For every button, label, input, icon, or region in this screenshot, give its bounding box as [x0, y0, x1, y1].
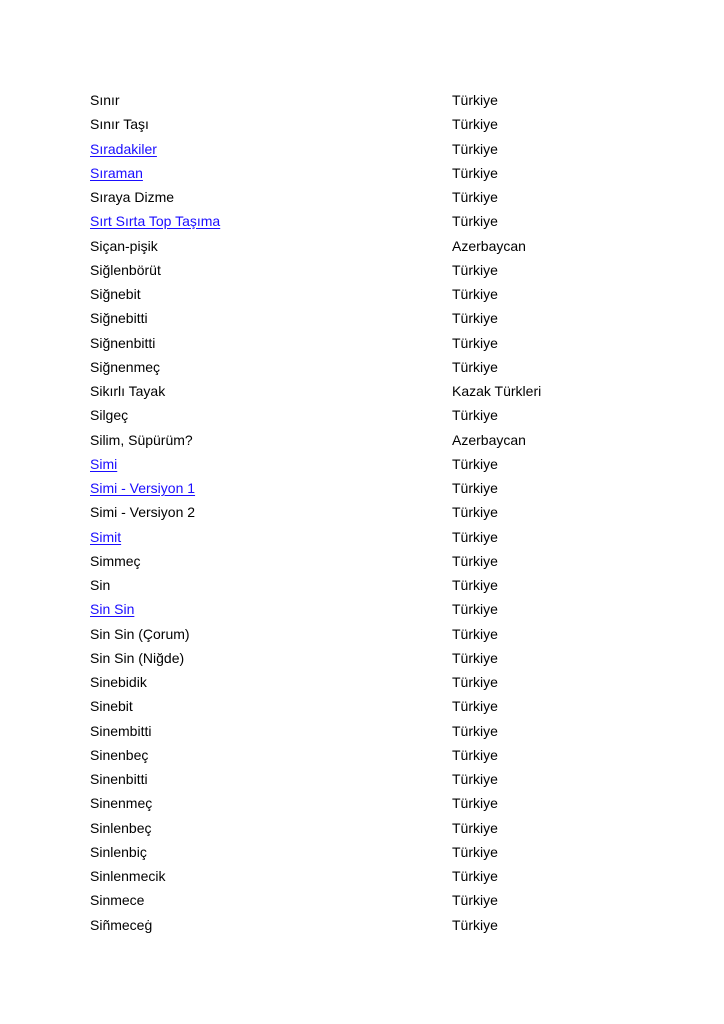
- game-name-link[interactable]: Simi: [90, 455, 118, 472]
- game-name: Sinebit: [90, 698, 133, 715]
- list-row: [90, 791, 650, 815]
- country-name: Türkiye: [452, 722, 498, 739]
- country-name: Türkiye: [452, 698, 498, 715]
- list-row: [90, 743, 650, 767]
- list-row: [90, 670, 650, 694]
- country-name: Türkiye: [452, 92, 498, 109]
- list-row: [90, 137, 650, 161]
- list-row: [90, 913, 650, 937]
- list-row: [90, 258, 650, 282]
- country-name: Türkiye: [452, 577, 498, 594]
- game-name: Simi - Versiyon 2: [90, 504, 196, 521]
- country-name: Türkiye: [452, 528, 498, 545]
- list-row: [90, 864, 650, 888]
- country-name: Azerbaycan: [452, 237, 526, 254]
- country-name: Türkiye: [452, 552, 498, 569]
- game-name-link[interactable]: Sırt Sırta Top Taşıma: [90, 213, 221, 230]
- list-row: [90, 573, 650, 597]
- country-name: Türkiye: [452, 819, 498, 836]
- list-row: [90, 597, 650, 621]
- country-name: Türkiye: [452, 310, 498, 327]
- game-name: Siğnebit: [90, 286, 141, 303]
- game-name: Siñmeceġ: [90, 916, 153, 933]
- list-row: [90, 888, 650, 912]
- country-name: Türkiye: [452, 407, 498, 424]
- game-name: Sinlenbiç: [90, 843, 147, 860]
- country-name: Türkiye: [452, 504, 498, 521]
- game-name: Siğlenbörüt: [90, 261, 161, 278]
- game-name: Sinlenmecik: [90, 868, 166, 885]
- game-name: Siğnebitti: [90, 310, 148, 327]
- game-name-link[interactable]: Sin Sin: [90, 601, 135, 618]
- country-name: Türkiye: [452, 189, 498, 206]
- list-row: [90, 646, 650, 670]
- list-row: [90, 622, 650, 646]
- list-row: [90, 500, 650, 524]
- list-row: [90, 428, 650, 452]
- game-name-link[interactable]: Sıraman: [90, 164, 143, 181]
- country-name: Türkiye: [452, 674, 498, 691]
- list-row: [90, 355, 650, 379]
- list-row: [90, 331, 650, 355]
- list-row: [90, 379, 650, 403]
- game-name: Sinmece: [90, 892, 145, 909]
- game-name-link[interactable]: Simit: [90, 528, 122, 545]
- game-name: Sınır Taşı: [90, 116, 149, 133]
- game-name: Sıraya Dizme: [90, 189, 175, 206]
- list-row: [90, 719, 650, 743]
- country-name: Azerbaycan: [452, 431, 526, 448]
- country-name: Türkiye: [452, 746, 498, 763]
- game-name: Sin Sin (Niğde): [90, 649, 185, 666]
- game-name: Sinlenbeç: [90, 819, 152, 836]
- country-name: Türkiye: [452, 868, 498, 885]
- country-name: Türkiye: [452, 140, 498, 157]
- country-name: Türkiye: [452, 843, 498, 860]
- list-row: [90, 88, 650, 112]
- list-row: [90, 816, 650, 840]
- game-name: Simmeç: [90, 552, 141, 569]
- country-name: Türkiye: [452, 286, 498, 303]
- country-name: Türkiye: [452, 164, 498, 181]
- game-name: Sinenbitti: [90, 771, 148, 788]
- game-name: Sin: [90, 577, 111, 594]
- country-name: Türkiye: [452, 261, 498, 278]
- country-name: Türkiye: [452, 916, 498, 933]
- country-name: Kazak Türkleri: [452, 383, 542, 400]
- game-name: Sinebidik: [90, 674, 147, 691]
- list-row: [90, 306, 650, 330]
- list-row: [90, 185, 650, 209]
- game-name-link[interactable]: Sıradakiler: [90, 140, 157, 157]
- game-name: Siçan-pişik: [90, 237, 158, 254]
- list-row: [90, 476, 650, 500]
- game-name: Sin Sin (Çorum): [90, 625, 190, 642]
- list-row: [90, 549, 650, 573]
- game-name: Sikırlı Tayak: [90, 383, 166, 400]
- country-name: Türkiye: [452, 334, 498, 351]
- game-name: Sinenbeç: [90, 746, 149, 763]
- country-name: Türkiye: [452, 116, 498, 133]
- game-name: Siğnenbitti: [90, 334, 156, 351]
- list-row: [90, 767, 650, 791]
- game-name: Silgeç: [90, 407, 129, 424]
- list-row: [90, 525, 650, 549]
- list-row: [90, 112, 650, 136]
- country-name: Türkiye: [452, 480, 498, 497]
- game-name: Silim, Süpürüm?: [90, 431, 193, 448]
- country-name: Türkiye: [452, 455, 498, 472]
- country-name: Türkiye: [452, 892, 498, 909]
- list-row: [90, 161, 650, 185]
- list-row: [90, 209, 650, 233]
- game-name: Sınır: [90, 92, 120, 109]
- list-row: [90, 840, 650, 864]
- country-name: Türkiye: [452, 771, 498, 788]
- list-row: [90, 282, 650, 306]
- list-row: [90, 403, 650, 427]
- country-name: Türkiye: [452, 358, 498, 375]
- game-name: Sinembitti: [90, 722, 152, 739]
- game-name: Sinenmeç: [90, 795, 153, 812]
- country-name: Türkiye: [452, 795, 498, 812]
- country-name: Türkiye: [452, 625, 498, 642]
- list-row: [90, 234, 650, 258]
- game-name-link[interactable]: Simi - Versiyon 1: [90, 480, 196, 497]
- game-name: Siğnenmeç: [90, 358, 161, 375]
- list-row: [90, 452, 650, 476]
- country-name: Türkiye: [452, 601, 498, 618]
- country-name: Türkiye: [452, 649, 498, 666]
- game-list: [90, 88, 650, 937]
- country-name: Türkiye: [452, 213, 498, 230]
- list-row: [90, 694, 650, 718]
